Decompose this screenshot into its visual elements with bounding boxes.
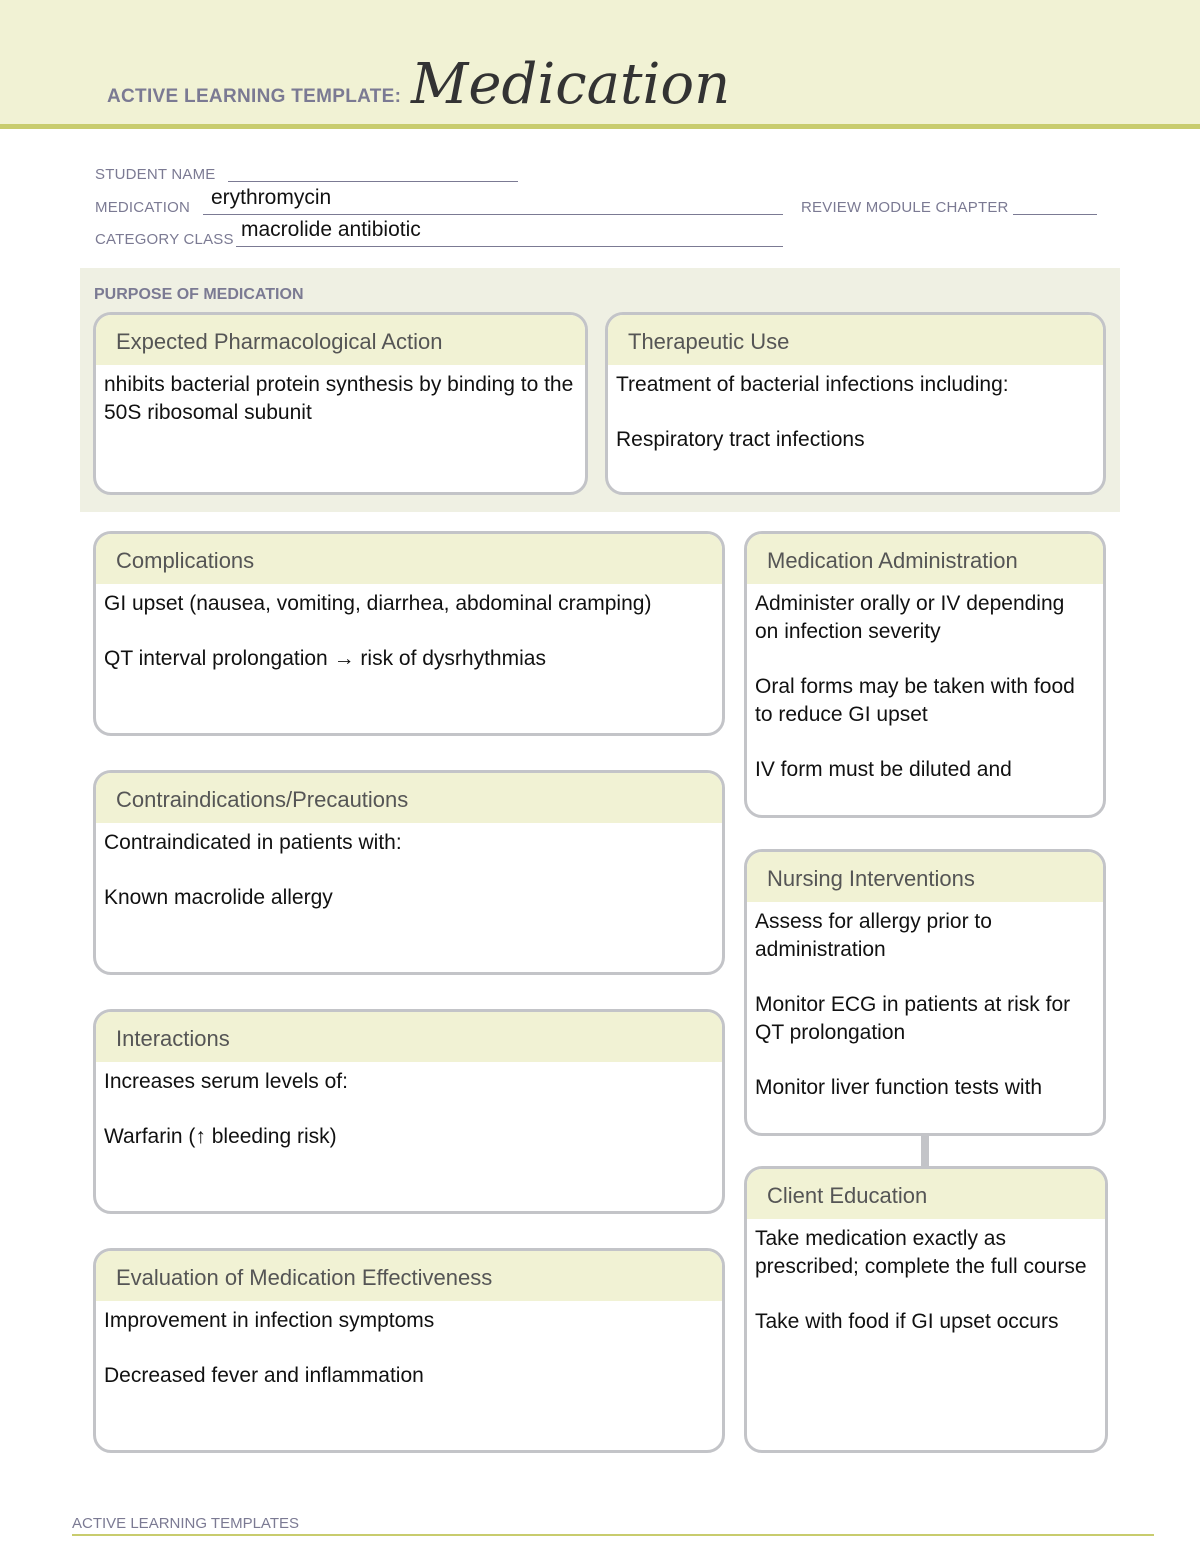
complications-card xyxy=(93,531,725,736)
card-title: Interactions xyxy=(96,1012,722,1062)
contraindications-card xyxy=(93,770,725,975)
card-paragraph: Take with food if GI upset occurs xyxy=(755,1310,1059,1333)
review-module-label: REVIEW MODULE CHAPTER xyxy=(801,199,1009,216)
card-body[interactable] xyxy=(96,1062,722,1151)
card-paragraph: Administer orally or IV depending on infection severity xyxy=(755,592,1065,643)
card-paragraph: Decreased fever and inflammation xyxy=(104,1364,424,1387)
card-body[interactable] xyxy=(747,902,1103,1102)
card-body[interactable] xyxy=(96,823,722,912)
card-paragraph: Improvement in infection symptoms xyxy=(104,1309,435,1332)
category-class-field[interactable] xyxy=(236,246,783,247)
card-paragraph: Respiratory tract infections xyxy=(616,428,865,451)
card-paragraph: Monitor liver function tests with xyxy=(755,1076,1043,1099)
student-name-field[interactable] xyxy=(228,181,518,182)
card-body[interactable] xyxy=(96,584,722,673)
medication-field[interactable] xyxy=(203,214,783,215)
card-paragraph: Assess for allergy prior to administration xyxy=(755,910,992,961)
page-title: Medication xyxy=(411,52,731,117)
interactions-card xyxy=(93,1009,725,1214)
card-body[interactable] xyxy=(747,584,1103,784)
medication-value: erythromycin xyxy=(211,186,332,209)
card-paragraph: Treatment of bacterial infections including: xyxy=(616,373,1009,396)
review-module-field[interactable] xyxy=(1013,214,1097,215)
nursing-interventions-card xyxy=(744,849,1106,1136)
card-paragraph: QT interval prolongation → risk of dysrhythmias xyxy=(104,647,546,670)
expected-action-card xyxy=(93,312,588,495)
card-title: Contraindications/Precautions xyxy=(96,773,722,823)
card-title: Complications xyxy=(96,534,722,584)
card-title: Medication Administration xyxy=(747,534,1103,584)
footer-divider xyxy=(72,1534,1154,1536)
template-label: ACTIVE LEARNING TEMPLATE: xyxy=(107,86,402,107)
card-paragraph: Take medication exactly as prescribed; complete the full course xyxy=(755,1227,1087,1278)
card-title: Nursing Interventions xyxy=(747,852,1103,902)
card-title: Evaluation of Medication Effectiveness xyxy=(96,1251,722,1301)
card-body[interactable] xyxy=(96,1301,722,1390)
client-education-card xyxy=(744,1166,1108,1453)
medication-label: MEDICATION xyxy=(95,199,191,216)
footer-label: ACTIVE LEARNING TEMPLATES xyxy=(72,1515,299,1532)
header-band xyxy=(0,0,1200,129)
evaluation-card xyxy=(93,1248,725,1453)
therapeutic-use-card xyxy=(605,312,1106,495)
card-paragraph: IV form must be diluted and xyxy=(755,758,1012,781)
medication-administration-card xyxy=(744,531,1106,818)
category-class-value: macrolide antibiotic xyxy=(241,218,421,241)
card-paragraph: Monitor ECG in patients at risk for QT prolongation xyxy=(755,993,1071,1044)
card-body[interactable] xyxy=(747,1219,1105,1336)
student-name-label: STUDENT NAME xyxy=(95,166,216,183)
purpose-label: PURPOSE OF MEDICATION xyxy=(94,286,304,303)
card-body[interactable] xyxy=(96,365,585,427)
card-title: Expected Pharmacological Action xyxy=(96,315,585,365)
card-connector xyxy=(921,1136,929,1166)
card-paragraph: Increases serum levels of: xyxy=(104,1070,348,1093)
card-paragraph: Known macrolide allergy xyxy=(104,886,333,909)
card-paragraph: GI upset (nausea, vomiting, diarrhea, abdominal cramping) xyxy=(104,592,652,615)
card-paragraph: Oral forms may be taken with food to reduce GI upset xyxy=(755,675,1075,726)
card-body[interactable] xyxy=(608,365,1103,454)
card-paragraph: Warfarin (↑ bleeding risk) xyxy=(104,1125,337,1148)
card-title: Therapeutic Use xyxy=(608,315,1103,365)
card-title: Client Education xyxy=(747,1169,1105,1219)
card-paragraph: Contraindicated in patients with: xyxy=(104,831,402,854)
category-class-label: CATEGORY CLASS xyxy=(95,231,234,248)
card-paragraph: nhibits bacterial protein synthesis by binding to the 50S ribosomal subunit xyxy=(104,373,574,424)
